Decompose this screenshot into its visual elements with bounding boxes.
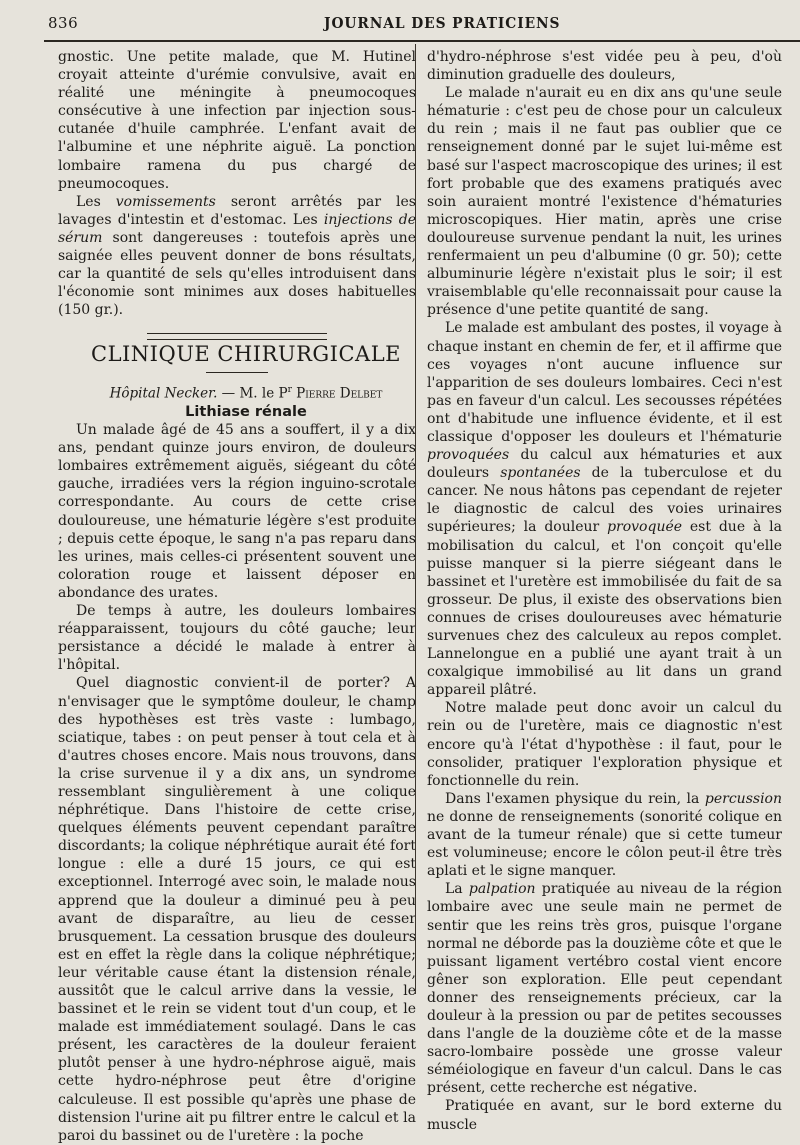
paragraph: Pratiquée en avant, sur le bord externe du muscle: [427, 1098, 782, 1133]
section-title: CLINIQUE CHIRURGICALE: [91, 342, 401, 367]
section-divider: [147, 333, 327, 340]
journal-title: JOURNAL DES PRATICIENS: [324, 14, 561, 32]
paragraph: Notre malade peut donc avoir un calcul du rein ou de l'uretère, mais ce diagnostic n'est encore qu'à l'état d'hypothèse : il faut, pour le consolider, pratiquer l'exploration physique et fonctionnelle du rein.: [427, 700, 782, 789]
column-separator: [415, 44, 416, 994]
article-title: Lithiase rénale: [185, 404, 307, 420]
left-column: [58, 48, 416, 1145]
paragraph: Un malade âgé de 45 ans a souffert, il y a dix ans, pendant quinze jours environ, de douleurs lombaires extrêmement aiguës, siégeant du côté gauche, irradiées vers la région inguino-scrotale correspondante. Au cours de cette crise douloureuse, une hématurie légère s'est produite ; depuis cette époque, le sang n'a pas reparu dans les urines, mais celles-ci présentent souvent une coloration rouge et laissent déposer en abondance des urates.: [58, 422, 416, 601]
right-column: [427, 48, 782, 1134]
paragraph: Les vomissements seront arrêtés par les lavages d'intestin et d'estomac. Les injections de sérum sont dangereuses : toutefois après une saignée elles peuvent donner de bons résultats, car la quantité de sels qu'elles introduisent dans l'économie sont minimes aux doses habituelles (150 gr.).: [58, 193, 416, 319]
paragraph: Dans l'examen physique du rein, la percussion ne donne de renseignements (sonorité colique en avant de la tumeur rénale) que si cette tumeur est volumineuse; encore le côlon peut-il être très aplati et le signe manquer.: [427, 790, 782, 880]
paragraph: d'hydro-néphrose s'est vidée peu à peu, d'où diminution graduelle des douleurs,: [427, 49, 782, 84]
byline: Hôpital Necker. — M. le $P^r$ Pierre Delbet: [109, 385, 383, 402]
page-number: 836: [48, 14, 79, 32]
paragraph: Le malade n'aurait eu en dix ans qu'une seule hématurie : c'est peu de chose pour un calculeux du rein ; mais il ne faut pas oublier que ce renseignement donné par le sujet lui-même est basé sur l'aspect macroscopique des urines; il est fort probable que des examens pratiqués avec soin auraient montré l'existence d'hématuries microscopiques. Hier matin, après une crise douloureuse survenue pendant la nuit, les urines renfermaient un peu d'albumine (0 gr. 50); cette albuminurie légère n'existait plus le soir; il est vraisemblable qu'elle reconnaissait pour cause la présence d'une petite quantité de sang.: [427, 85, 782, 319]
paragraph: Quel diagnostic convient-il de porter? A n'envisager que le symptôme douleur, le champ des hypothèses est très vaste : lumbago, sciatique, tabes : on peut penser à tout cela et à d'autres choses encore. Mais nous trouvons, dans la crise survenue il y a dix ans, un syndrome ressemblant singulièrement à une colique néphrétique. Dans l'histoire de cette crise, quelques éléments peuvent cependant paraître discordants; la colique néphrétique aurait été fort longue : elle a duré 15 jours, ce qui est exceptionnel. Interrogé avec soin, le malade nous apprend que la douleur a diminué peu à peu avant de disparaître, au lieu de cesser brusquement. La cessation brusque des douleurs est en effet la règle dans la colique néphrétique; leur véritable cause étant la distension rénale, aussitôt que le calcul arrive dans la vessie, le bassinet et le rein se vident tout d'un coup, et le malade est immédiatement soulagé. Dans le cas présent, les caractères de la douleur feraient plutôt penser à une hydro-néphrose aiguë, mais cette hydro-néphrose peut être d'origine calculeuse. Il est possible qu'après une phase de distension l'urine ait pu filtrer entre le calcul et la paroi du bassinet ou de l'uretère : la poche: [58, 675, 416, 1144]
paragraph: Le malade est ambulant des postes, il voyage à chaque instant en chemin de fer, et il affirme que ces voyages n'ont aucune influence sur l'apparition de ses douleurs lombaires. Ceci n'est pas en faveur d'un calcul. Les secousses répétées ont d'habitude une influence évidente, et il est classique d'opposer les douleurs et l'hématurie provoquées du calcul aux hématuries et aux douleurs spontanées de la tuberculose et du cancer. Ne nous hâtons pas cependant de rejeter le diagnostic de calcul des voies urinaires supérieures; la douleur provoquée est due à la mobilisation du calcul, et l'on conçoit qu'elle puisse manquer si la pierre siégeant dans le bassinet et l'uretère est immobilisée du fait de sa grosseur. De plus, il existe des observations bien connues de crises douloureuses avec hématurie survenues chez des calculeux au repos complet. Lannelongue en a publié une ayant trait à un coxalgique immobilisé au lit dans un grand appareil plâtré.: [427, 320, 782, 699]
header-rule: [44, 40, 800, 42]
title-rule: [206, 372, 268, 373]
paragraph: De temps à autre, les douleurs lombaires réapparaissent, toujours du côté gauche; leur persistance a décidé le malade à entrer à l'hôpital.: [58, 603, 416, 674]
page-header: [48, 14, 800, 36]
paragraph: gnostic. Une petite malade, que M. Hutinel croyait atteinte d'urémie convulsive, avait en réalité une méningite à pneumocoques consécutive à une infection par injection sous-cutanée d'huile camphrée. L'enfant avait de l'albumine et une néphrite aiguë. La ponction lombaire ramena du pus chargé de pneumocoques.: [58, 49, 416, 192]
paragraph: La palpation pratiquée au niveau de la région lombaire avec une seule main ne permet de sentir que les reins très gros, puisque l'organe normal ne déborde pas la douzième côte et que le puissant ligament vertébro costal vient encore gêner son exploration. Elle peut cependant donner des renseignements précieux, car la douleur à la pression ou par de petites secousses dans l'angle de la douzième côte et de la masse sacro-lombaire possède une grosse valeur séméiologique en faveur d'un calcul. Dans le cas présent, cette recherche est négative.: [427, 881, 783, 1097]
